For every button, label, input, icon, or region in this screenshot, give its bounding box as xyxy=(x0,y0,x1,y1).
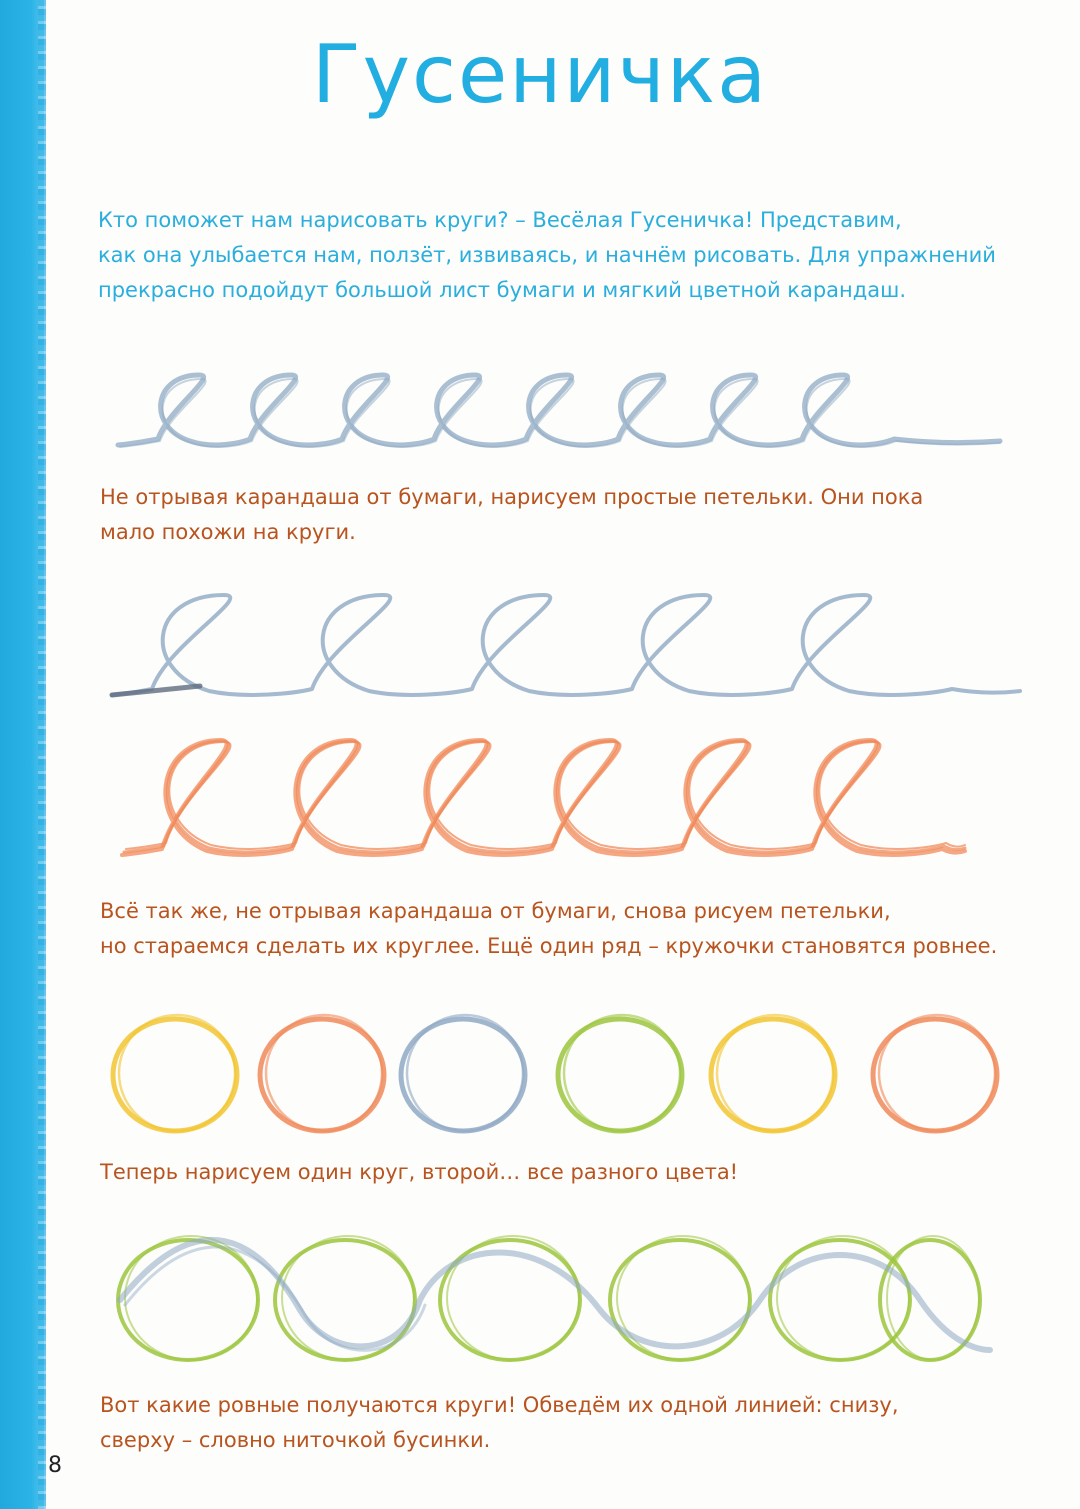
intro-line: прекрасно подойдут большой лист бумаги и мягкий цветной карандаш. xyxy=(98,278,907,302)
step2-line: Всё так же, не отрывая карандаша от бумаги, снова рисуем петельки, xyxy=(100,899,891,923)
page-number: 8 xyxy=(48,1453,62,1478)
colored-circle-texture xyxy=(407,1015,523,1131)
colored-circle-texture xyxy=(266,1015,382,1131)
colored-circle-texture xyxy=(119,1015,235,1131)
intro-line: как она улыбается нам, ползёт, извиваясь, и начнём рисовать. Для упражнений xyxy=(98,243,996,267)
colored-circles-drawing xyxy=(0,1000,1080,1150)
step1-paragraph xyxy=(100,480,1060,550)
step2-paragraph xyxy=(100,894,1060,964)
small-loops-drawing xyxy=(0,350,1080,470)
large-loop-line xyxy=(112,595,1020,695)
large-loops-drawing xyxy=(0,580,1080,720)
colored-circle-texture xyxy=(564,1015,680,1131)
page-title: Гусеничка xyxy=(311,28,769,121)
colored-circle-texture xyxy=(879,1015,995,1131)
step4-paragraph xyxy=(100,1388,1060,1458)
small-loop-line xyxy=(118,375,1000,445)
large-loop-start-stroke xyxy=(112,686,200,695)
step1-line: Не отрывая карандаша от бумаги, нарисуем простые петельки. Они пока xyxy=(100,485,924,509)
colored-circle-texture xyxy=(717,1015,833,1131)
step1-line: мало похожи на круги. xyxy=(100,520,356,544)
step4-line: Вот какие ровные получаются круги! Обведём их одной линией: снизу, xyxy=(100,1393,899,1417)
step2-line: но стараемся сделать их круглее. Ещё один ряд – кружочки становятся ровнее. xyxy=(100,934,998,958)
round-loops-drawing xyxy=(0,730,1080,870)
beaded-circles-drawing xyxy=(0,1225,1080,1370)
step3-line: Теперь нарисуем один круг, второй… все разного цвета! xyxy=(100,1160,739,1184)
intro-line: Кто поможет нам нарисовать круги? – Весёлая Гусеничка! Представим, xyxy=(98,208,902,232)
step4-line: сверху – словно ниточкой бусинки. xyxy=(100,1428,491,1452)
intro-paragraph xyxy=(98,203,1058,308)
step3-paragraph xyxy=(100,1155,1060,1190)
bead-circle-texture xyxy=(125,1236,257,1360)
